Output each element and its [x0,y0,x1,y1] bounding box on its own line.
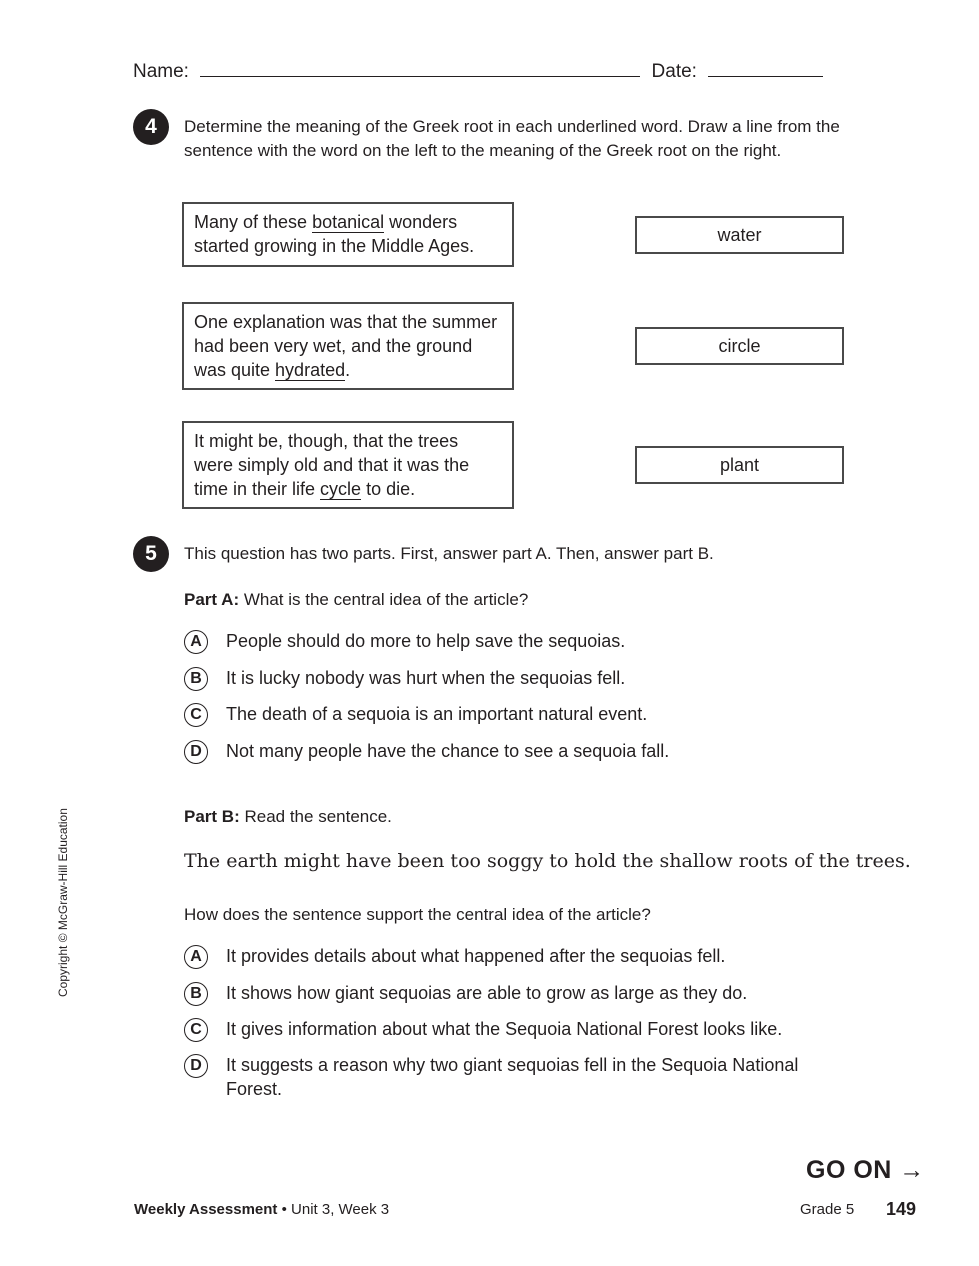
choice-text: It is lucky nobody was hurt when the sequoias fell. [226,668,626,688]
choice-text: It gives information about what the Sequoia National Forest looks like. [226,1019,783,1039]
date-field[interactable] [708,58,823,77]
part-a-choice-c[interactable] [184,702,647,727]
go-on-indicator [806,1156,925,1185]
unit-week: Unit 3, Week 3 [291,1201,390,1218]
page-number: 149 [886,1199,917,1219]
part-b-choice-a[interactable] [184,944,725,969]
answer-bubble[interactable]: D [184,740,208,764]
go-on-label: GO ON [806,1156,892,1184]
underlined-word: cycle [320,479,362,499]
name-field[interactable] [200,58,640,77]
part-a-choice-d[interactable] [184,739,669,764]
date-label: Date: [651,61,697,82]
part-a-label: Part A: [184,590,240,609]
question-4-instruction: Determine the meaning of the Greek root in each underlined word. Draw a line from the sentence with the word on the left to the meaning of the Greek root on the right. [184,117,840,160]
choice-text: It shows how giant sequoias are able to grow as large as they do. [226,983,748,1003]
choice-text: People should do more to help save the sequoias. [226,631,626,651]
assessment-title: Weekly Assessment [134,1201,278,1218]
question-5-instruction: This question has two parts. First, answer part A. Then, answer part B. [184,544,714,563]
part-b-question: How does the sentence support the central idea of the article? [184,905,651,924]
quoted-sentence: The earth might have been too soggy to hold the shallow roots of the trees. [184,850,911,872]
answer-bubble[interactable]: B [184,982,208,1006]
sentence-box-3[interactable] [182,421,514,509]
sentence-text: wonders started growing in the Middle Ages. [194,212,475,256]
part-a-prompt [184,588,528,612]
header-line [133,58,823,83]
part-b-choice-c[interactable] [184,1017,782,1042]
part-b-prompt [184,805,392,829]
sentence-text: It might be, though, that the trees were simply old and that it was the time in their life [194,431,470,499]
part-b-choice-b[interactable] [184,981,747,1006]
name-label: Name: [133,61,189,82]
answer-bubble[interactable]: C [184,703,208,727]
meaning-box-water[interactable]: water [635,216,844,254]
part-a-choice-b[interactable] [184,666,625,691]
part-b-choice-d[interactable] [184,1053,804,1101]
sentence-box-1[interactable] [182,202,514,267]
footer-assessment [134,1201,389,1218]
sentence-box-2[interactable] [182,302,514,390]
question-4-number: 4 [133,109,169,145]
choice-text: Not many people have the chance to see a sequoia fall. [226,741,670,761]
part-b-label: Part B: [184,807,240,826]
answer-bubble[interactable]: C [184,1018,208,1042]
question-5-number: 5 [133,536,169,572]
choice-text: It suggests a reason why two giant sequoias fell in the Sequoia National Forest. [226,1055,799,1099]
choice-text: The death of a sequoia is an important natural event. [226,704,648,724]
sentence-text: . [345,360,351,380]
meaning-box-circle[interactable]: circle [635,327,844,365]
sentence-text: Many of these [194,212,313,232]
meaning-box-plant[interactable]: plant [635,446,844,484]
answer-bubble[interactable]: D [184,1054,208,1078]
grade-label: Grade 5 [800,1201,855,1218]
underlined-word: hydrated [275,360,346,380]
part-b-intro: Read the sentence. [244,807,392,826]
answer-bubble[interactable]: A [184,945,208,969]
part-a-question: What is the central idea of the article? [243,590,529,609]
sentence-text: One explanation was that the summer had been very wet, and the ground was quite [194,312,498,380]
sentence-text: to die. [361,479,416,499]
answer-bubble[interactable]: A [184,630,208,654]
choice-text: It provides details about what happened after the sequoias fell. [226,946,726,966]
part-a-choice-a[interactable] [184,629,625,654]
copyright-notice: Copyright © McGraw-Hill Education [56,808,70,997]
answer-bubble[interactable]: B [184,667,208,691]
footer-separator: • [277,1201,292,1218]
underlined-word: botanical [312,212,385,232]
arrow-right-icon: → [899,1156,925,1184]
